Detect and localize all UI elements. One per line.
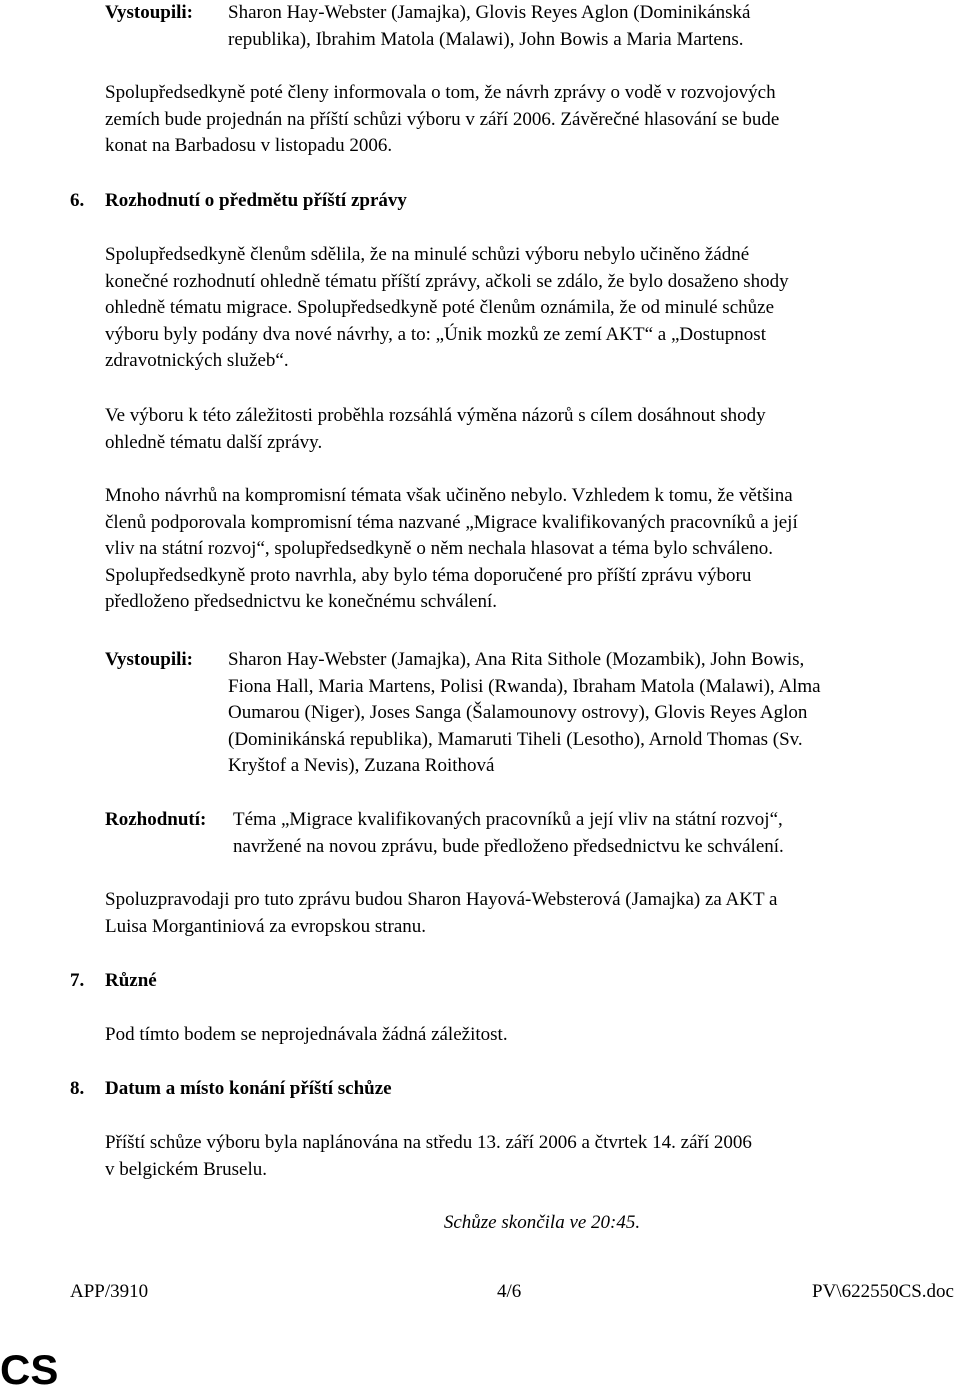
text-line: Spolupředsedkyně poté členy informovala o tom, že návrh zprávy o vodě v rozvojových [105,82,776,103]
text-line: Spolupředsedkyně proto navrhla, aby bylo téma doporučené pro příští zprávu výboru [105,564,752,586]
language-code: CS [0,1346,59,1393]
text-line: republika), Ibrahim Matola (Malawi), John Bowis a Maria Martens. [228,28,744,50]
paragraph-water-report [105,80,779,160]
speakers-label: Vystoupili: [105,2,193,23]
text-line: zdravotnických služeb“. [105,350,289,371]
speakers-list [228,0,750,53]
text-line: členů podporovala kompromisní téma nazvané „Migrace kvalifikovaných pracovníků a její [105,511,798,533]
section-7-number: 7. [70,970,85,991]
text-line: (Dominikánská republika), Mamaruti Tiheli (Lesotho), Arnold Thomas (Sv. [228,728,803,750]
speakers-label: Vystoupili: [105,649,193,670]
text-line: Pod tímto bodem se neprojednávala žádná záležitost. [105,1024,508,1045]
decision-text [233,807,784,860]
footer-reference: APP/3910 [70,1281,149,1302]
text-line: navržené na novou zprávu, bude předloženo předsednictvu ke schválení. [233,835,784,857]
text-line: Sharon Hay-Webster (Jamajka), Glovis Reyes Aglon (Dominikánská [228,2,751,23]
text-line: Ve výboru k této záležitosti proběhla rozsáhlá výměna názorů s cílem dosáhnout shody [105,405,766,426]
text-line: Sharon Hay-Webster (Jamajka), Ana Rita Sithole (Mozambik), John Bowis, [228,649,805,670]
text-line: v belgickém Bruselu. [105,1158,267,1180]
closing-statement: Schůze skončila ve 20:45. [443,1212,641,1233]
text-line: Spoluzpravodaji pro tuto zprávu budou Sharon Hayová-Websterová (Jamajka) za AKT a [105,889,778,910]
text-line: konat na Barbadosu v listopadu 2006. [105,135,393,156]
section-6-number: 6. [70,190,85,211]
text-line: Fiona Hall, Maria Martens, Polisi (Rwanda), Ibraham Matola (Malawi), Alma [228,675,821,697]
section-8-title: Datum a místo konání příští schůze [105,1078,392,1099]
text-line: Příští schůze výboru byla naplánována na středu 13. září 2006 a čtvrtek 14. září 2006 [105,1132,752,1153]
text-line: Oumarou (Niger), Joses Sanga (Šalamounovy ostrovy), Glovis Reyes Aglon [228,702,808,723]
section-6-paragraph-2 [105,403,766,456]
text-line: Téma „Migrace kvalifikovaných pracovníků a její vliv na státní rozvoj“, [233,809,783,830]
footer-page-number: 4/6 [497,1281,522,1302]
section-6-paragraph-1 [105,242,789,375]
text-line: Kryštof a Nevis), Zuzana Roithová [228,755,495,776]
speakers-list [228,647,821,780]
section-7-text [105,1022,508,1049]
text-line: zemích bude projednán na příští schůzi výboru v září 2006. Závěrečné hlasování se bude [105,108,780,130]
text-line: Luisa Morgantiniová za evropskou stranu. [105,915,426,937]
text-line: ohledně tématu další zprávy. [105,431,323,453]
text-line: konečné rozhodnutí ohledně tématu příští zprávy, ačkoli se zdálo, že bylo dosaženo shody [105,270,789,292]
decision-label: Rozhodnutí: [105,809,207,830]
section-8-text [105,1130,752,1183]
section-7-title: Různé [105,970,157,991]
rapporteurs-paragraph [105,887,777,940]
text-line: předloženo předsednictvu ke konečnému schválení. [105,591,497,612]
footer-file-name: PV\622550CS.doc [812,1281,954,1302]
text-line: Mnoho návrhů na kompromisní témata však učiněno nebylo. Vzhledem k tomu, že většina [105,485,793,506]
section-6-title: Rozhodnutí o předmětu příští zprávy [105,190,407,211]
text-line: vliv na státní rozvoj“, spolupředsedkyně o něm nechala hlasovat a téma bylo schváleno. [105,538,773,559]
text-line: ohledně tématu migrace. Spolupředsedkyně poté členům oznámila, že od minulé schůze [105,297,774,318]
text-line: výboru byly podány dva nové návrhy, a to: „Únik mozků ze zemí AKT“ a „Dostupnost [105,323,766,345]
text-line: Spolupředsedkyně členům sdělila, že na minulé schůzi výboru nebylo učiněno žádné [105,244,750,265]
section-8-number: 8. [70,1078,85,1099]
section-6-paragraph-3 [105,483,798,616]
